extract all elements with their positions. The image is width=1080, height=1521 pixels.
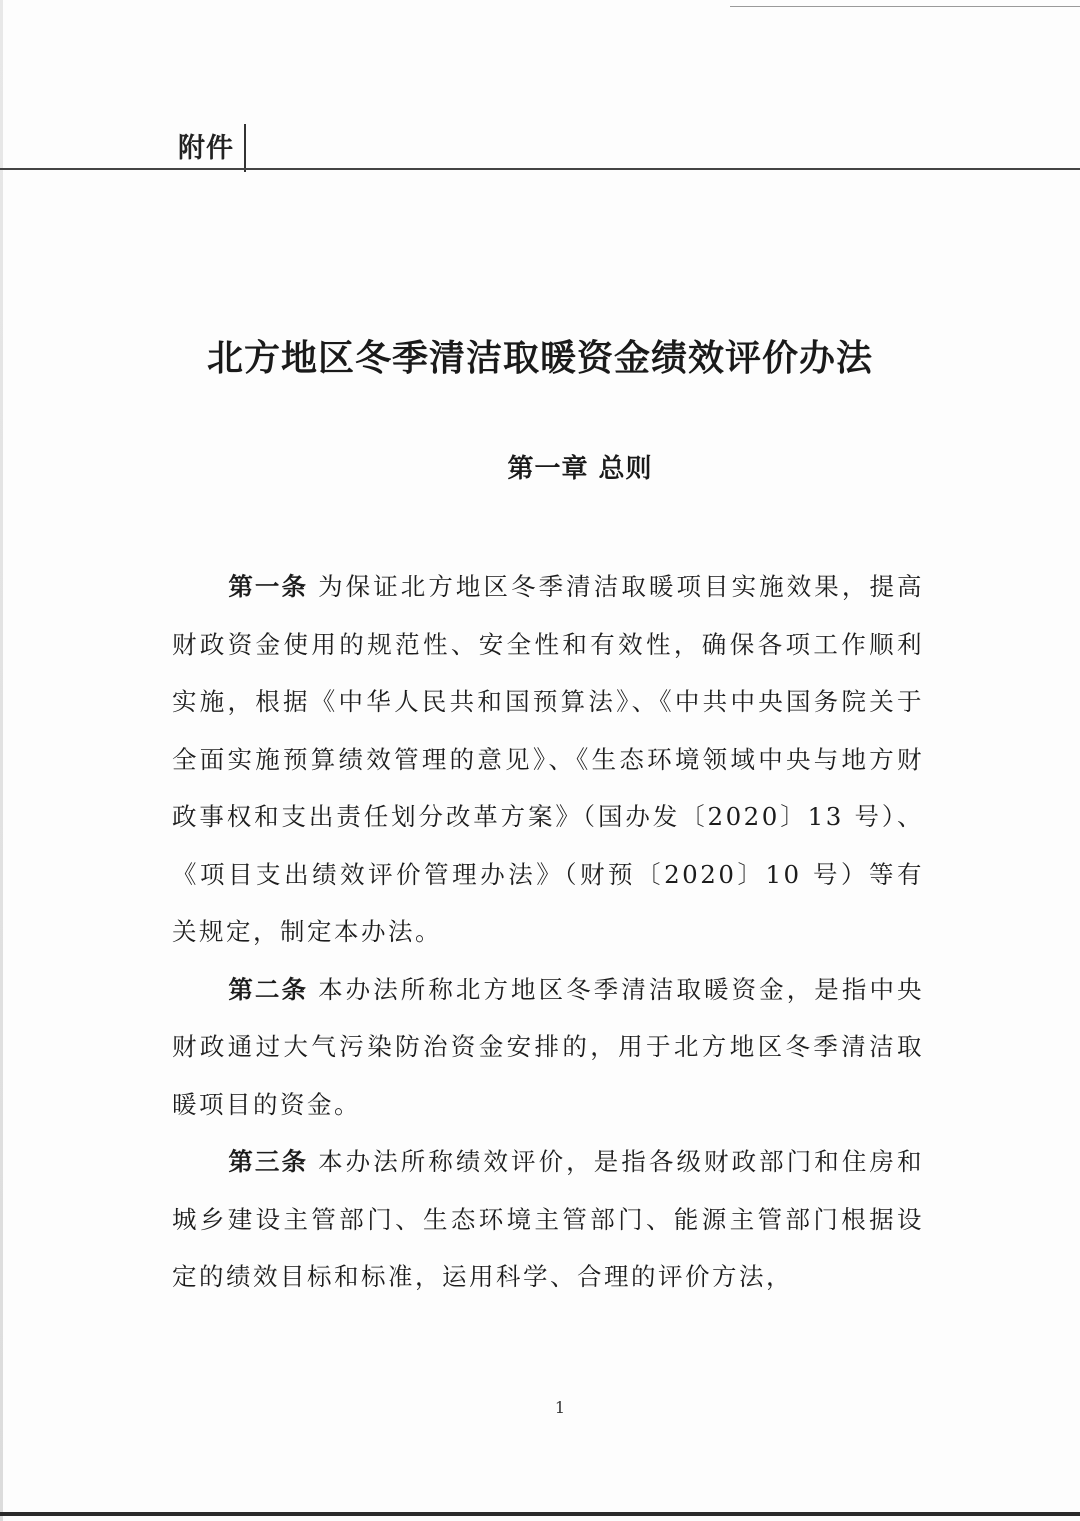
article-text: 本办法所称绩效评价，是指各级财政部门和住房和城乡建设主管部门、生态环境主管部门、能源主管部门根据设定的绩效目标和标准，运用科学、合理的评价方法， — [172, 1147, 925, 1291]
document-body — [172, 558, 924, 1306]
article-label: 第二条 — [228, 974, 309, 1004]
attachment-label: 附件 — [178, 133, 234, 164]
document-title: 北方地区冬季清洁取暖资金绩效评价办法 — [206, 337, 873, 379]
article-label: 第一条 — [228, 572, 309, 601]
article-1 — [172, 558, 924, 961]
article-3 — [172, 1133, 924, 1306]
article-2 — [172, 961, 924, 1134]
chapter-heading: 第一章 总则 — [507, 454, 653, 484]
attachment-divider — [244, 124, 246, 172]
scan-line-bottom — [0, 1512, 1080, 1516]
scan-line-top — [730, 6, 1080, 7]
header-rule — [0, 168, 1080, 170]
scan-edge — [0, 0, 3, 1521]
page-number: 1 — [554, 1398, 566, 1417]
article-label: 第三条 — [228, 1147, 309, 1176]
article-text: 为保证北方地区冬季清洁取暖项目实施效果，提高财政资金使用的规范性、安全性和有效性，确保各项工作顺利实施，根据《中华人民共和国预算法》、《中共中央国务院关于全面实施预算绩效管理的意见》、《生态环境领域中央与地方财政事权和支出责任划分改革方案》（国办发〔2020〕13 号）、《项目支出绩效评价管理办法》（财预〔2020〕10 号）等有关规定，制定本办法。 — [172, 572, 925, 946]
article-text: 本办法所称北方地区冬季清洁取暖资金，是指中央财政通过大气污染防治资金安排的，用于北方地区冬季清洁取暖项目的资金。 — [172, 974, 925, 1119]
